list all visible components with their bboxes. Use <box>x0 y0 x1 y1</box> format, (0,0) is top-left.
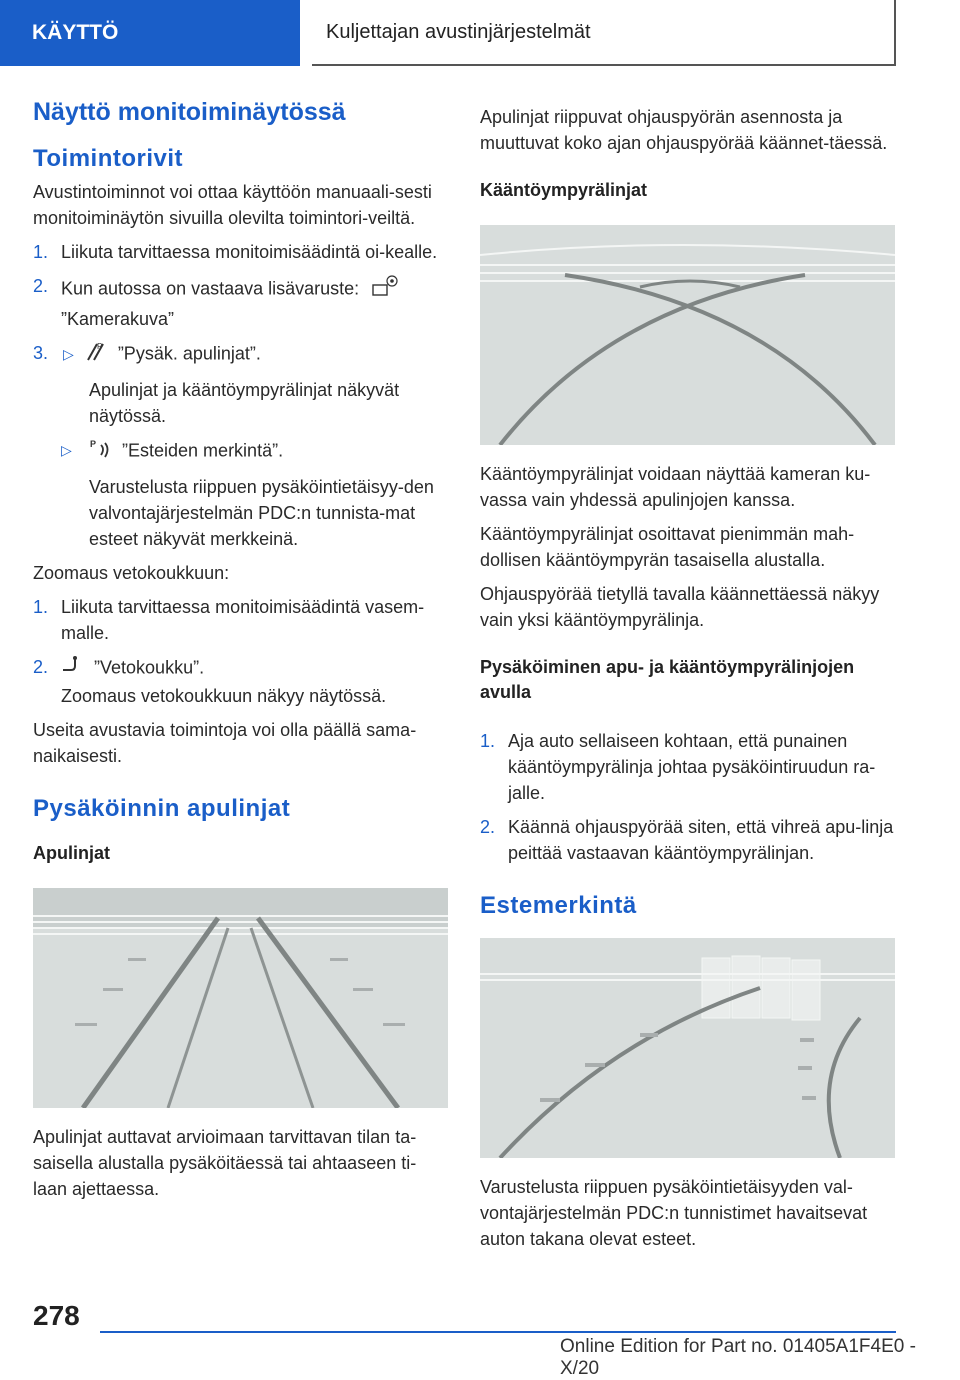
multi-text: Useita avustavia toimintoja voi olla päällä sama-naikaisesti. <box>33 720 417 766</box>
step-detail: Apulinjat ja kääntöympyrälinjat näkyvät näytössä. <box>89 380 400 426</box>
sub-item-detail: Varustelusta riippuen pysäköintietäisyy-den valvontajärjestelmän PDC:n tunnista-mat esteet näkyvät merkkeinä. <box>89 477 434 549</box>
turn-text-3: Ohjauspyörää tietyllä tavalla käännettäessä näkyy vain yksi kääntöympyrälinja. <box>480 584 880 631</box>
step-text: Käännä ohjauspyörää siten, että vihreä apu-linja peittää vastaavan kääntöympyrälinjan. <box>508 816 894 863</box>
step-number: 1. <box>33 242 49 262</box>
turn-text-1: Kääntöympyrälinjat voidaan näyttää kameran ku-vassa vain yhdessä apulinjojen kanssa. <box>480 464 871 511</box>
step-number: 1. <box>33 597 49 617</box>
right-intro: Apulinjat riippuvat ohjauspyörän asennosta ja muuttuvat koko ajan ohjauspyörää käännet-täessä. <box>480 107 888 153</box>
svg-text:P: P <box>96 342 103 351</box>
triangle-marker: ▷ <box>61 442 72 458</box>
page-number: 278 <box>33 1300 80 1331</box>
footer-divider <box>100 1331 896 1333</box>
step-number: 2. <box>480 816 496 837</box>
section-title: Pysäköinnin apulinjat <box>33 795 291 822</box>
step-number: 2. <box>33 657 49 677</box>
page-header <box>0 0 960 66</box>
camera-settings-icon <box>370 273 400 306</box>
step-text: Aja auto sellaiseen kohtaan, että punainen kääntöympyrälinja johtaa pysäköintiruudun ra-jalle. <box>508 730 876 803</box>
intro-text: Avustintoiminnot voi ottaa käyttöön manuaali-sesti monitoiminäytön sivuilla olevilta toimintori-veiltä. <box>33 182 432 228</box>
left-column <box>33 98 449 1210</box>
step-text: Kun autossa on vastaava lisävaruste: <box>61 278 360 299</box>
list-item <box>33 239 449 265</box>
section-tab[interactable]: KÄYTTÖ <box>0 0 300 66</box>
list-item <box>33 654 449 709</box>
heading-turn: Kääntöympyrälinjat <box>480 180 648 200</box>
caption-apulinjat: Apulinjat auttavat arvioimaan tarvittavan tilan ta-saisella alustalla pysäköitäessä tai ahtaaseen ti-laan ajettaessa. <box>33 1127 417 1200</box>
step-number: 3. <box>33 343 49 363</box>
step-text: Liikuta tarvittaessa monitoimisäädintä vasem-malle. <box>61 597 425 643</box>
chapter-tab[interactable]: Kuljettajan avustinjärjestelmät <box>312 0 896 66</box>
list-item <box>480 814 896 866</box>
tow-hook-icon <box>61 654 83 683</box>
sub-item <box>33 437 449 466</box>
svg-text:P: P <box>90 439 97 449</box>
parking-guidelines-image <box>33 888 448 1108</box>
list-item <box>33 340 449 369</box>
step-number: 2. <box>33 276 49 296</box>
right-column <box>480 104 896 1260</box>
turning-circle-image <box>480 225 895 445</box>
list-item <box>480 728 896 806</box>
turn-text-2: Kääntöympyrälinjat osoittavat pienimmän mah-dollisen kääntöympyrän tasaisella alustalla. <box>480 524 855 571</box>
sub-item-text: ”Esteiden merkintä”. <box>122 440 284 461</box>
list-item <box>33 594 449 646</box>
edition-text: Online Edition for Part no. 01405A1F4E0 - X/20 <box>560 1336 916 1379</box>
triangle-marker: ▷ <box>63 346 74 363</box>
step-text: ”Pysäk. apulinjat”. <box>117 343 261 364</box>
step-text: Liikuta tarvittaessa monitoimisäädintä oi-kealle. <box>61 242 438 262</box>
step-text-2: ”Kamerakuva” <box>61 309 175 329</box>
subsection-title: Toimintorivit <box>33 145 184 172</box>
parking-lines-icon <box>85 340 107 369</box>
step-number: 1. <box>480 730 496 751</box>
list-item <box>33 273 449 332</box>
step-text-2: Zoomaus vetokoukkuun näkyy näytössä. <box>61 686 387 706</box>
step-text: ”Vetokoukku”. <box>94 657 205 678</box>
obstacle-marking-image <box>480 938 895 1158</box>
obstacle-caption: Varustelusta riippuen pysäköintietäisyyden val-vontajärjestelmän PDC:n tunnistimet havaitsevat auton takana olevat esteet. <box>480 1176 868 1249</box>
zoom-intro: Zoomaus vetokoukkuun: <box>33 563 230 583</box>
heading-apulinjat: Apulinjat <box>33 843 110 863</box>
heading-park: Pysäköiminen apu- ja kääntöympyrälinjojen avulla <box>480 657 855 703</box>
section-title: Estemerkintä <box>480 891 637 919</box>
obstacle-marking-icon <box>89 437 111 466</box>
page-title: Näyttö monitoiminäytössä <box>33 98 346 126</box>
